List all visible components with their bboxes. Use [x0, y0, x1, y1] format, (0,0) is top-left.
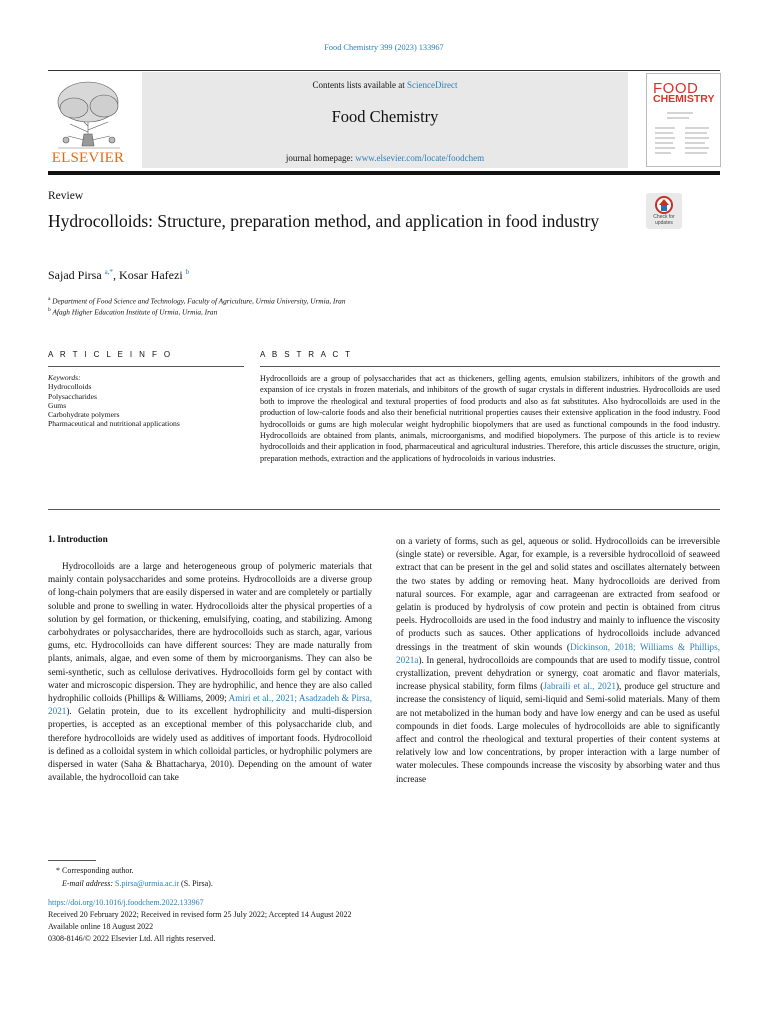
- intro-text: ), produce gel structure and increase the consistency of liquid, semi-liquid and Semi-solid materials. Many of them are not metabolized in the human body and have low energy and can be used as useful compounds in diet foods. Large molecules of hydrocolloids are able to significantly affect and control the rheological and textural properties of their content systems at relatively low and low concentrations, by proper interaction with a large number of water molecules. These compounds increase the viscosity by absorbing water and thus increase: [396, 681, 720, 784]
- email-label: E-mail address:: [62, 879, 116, 888]
- affiliation: [48, 307, 217, 316]
- homepage-line: [142, 153, 628, 163]
- intro-left-column: [48, 560, 372, 784]
- section-heading-introduction: 1. Introduction: [48, 535, 108, 545]
- author-name[interactable]: Sajad Pirsa: [48, 268, 102, 282]
- affiliation: [48, 296, 345, 305]
- keyword: Hydrocolloids: [48, 382, 92, 392]
- masthead-bottom-rule: [48, 171, 720, 175]
- article-type: Review: [48, 190, 84, 202]
- homepage-link[interactable]: www.elsevier.com/locate/foodchem: [355, 153, 485, 163]
- affiliation-mark: b: [48, 307, 51, 313]
- online-date: Available online 18 August 2022: [48, 922, 154, 931]
- citation-link[interactable]: Jabraili et al., 2021: [543, 681, 616, 692]
- doi-line: [48, 898, 204, 907]
- abstract-text: Hydrocolloids are a group of polysaccharides that act as thickeners, gelling agents, emulsion stabilizers, inhibitors of the growth and expansion of ice crystals in frozen materials, and inhibitors of the growth of sugar crystals in different industries. Hydrocolloids are used both to improve the rheological and textural properties of food products and also as fat substitutes. Also hydrocolloids are used in the production of low-calorie foods and also their beneficial nutritional properties causes their extensive application in the food industry. Food hydrocolloids or gums are high molecular weight hydrophilic biopolymers that are used as functional compounds in the food industry. Hydrocolloids are obtained from plants, animals, microorganisms, and modified biopolymers. The purpose of this article is to review hydrocolloids and their application in food, pharmaceutical and agricultural industries. Therefore, this article discusses the structure, origin, preparation methods, extraction and the applications of hydrocoloids in various industries.: [260, 374, 720, 463]
- cover-title-line2: CHEMISTRY: [653, 93, 715, 105]
- intro-right-column: [396, 535, 720, 786]
- sciencedirect-link[interactable]: ScienceDirect: [407, 80, 458, 90]
- affiliation-mark: a: [48, 296, 51, 302]
- article-info-heading: A R T I C L E I N F O: [48, 350, 173, 359]
- footnote-rule: [48, 860, 96, 861]
- crossmark-label[interactable]: Check for updates: [653, 214, 675, 226]
- corresponding-author-note: * Corresponding author.: [56, 866, 134, 875]
- keyword: Carbohydrate polymers: [48, 410, 120, 420]
- received-dates: Received 20 February 2022; Received in revised form 25 July 2022; Accepted 14 August 2022: [48, 910, 352, 919]
- cover-title: [653, 80, 715, 105]
- author-list: [48, 268, 189, 283]
- email-note: [62, 879, 213, 888]
- keyword: Gums: [48, 400, 67, 410]
- email-link[interactable]: S.pirsa@urmia.ac.ir: [115, 879, 180, 888]
- keyword: Polysaccharides: [48, 391, 97, 401]
- elsevier-wordmark[interactable]: ELSEVIER: [51, 150, 125, 166]
- journal-cover[interactable]: [646, 73, 721, 167]
- homepage-prefix: journal homepage:: [285, 153, 356, 163]
- citation-link[interactable]: Amiri et al., 2021; Asadzadeh & Pirsa, 2021: [48, 693, 373, 717]
- author-marks[interactable]: a,*: [104, 268, 114, 276]
- email-suffix: (S. Pirsa).: [179, 879, 213, 888]
- doi-link[interactable]: https://doi.org/10.1016/j.foodchem.2022.133967: [48, 898, 204, 907]
- article-info-rule: [48, 366, 244, 367]
- intro-text: Hydrocolloids are a large and heterogeneous group of polymeric materials that mainly contain polysaccharides and some proteins. Hydrocolloids are a diverse group of long-chain polymers that are easily dispersed in water and are completely or partially soluble and prone to swelling in water. Hydrocolloids alter the physical properties of a solution by gel formation, or thickening, emulsifying, coating, and stabilizing. Among carbohydrates or polysaccharides, there are hydrocolloids such as starch, agar, various gums, etc. Hydrocolloids can have different sources: They are made naturally from plants, animals, algae, and even some of them by microorganisms. They can also be semi-synthetic, such as cellulose derivatives. Hydrocolloids form gel by contact with water and microscopic dispersion. They are hydrophilic, and hence they are also called hydrophilic colloids (Phillips & Williams, 2009;: [48, 561, 372, 704]
- affiliation-text: Department of Food Science and Technology, Faculty of Agriculture, Urmia University, Urmia, Iran: [52, 296, 346, 306]
- masthead-top-rule: [48, 70, 720, 71]
- intro-text: on a variety of forms, such as gel, aqueous or solid. Hydrocolloids can be irreversible (single state) or reversible. Agar, for example, is a reversible hydrocolloid of seaweed extract that can be present in the gel and solid states and oscillates alternately between the two states by adding or removing heat. Many hydrocolloids are derived from natural sources. For example, agar and carrageenan are extracted from seafood or gelatin is produced by hydrolysis of cow protein and pectin is obtained from citrus peels. Hydrocolloids are used in the food industry and mainly to influence the viscosity of products such as sauces. Other applications of hydrocolloids include advanced dressings in the treatment of skin wounds (: [396, 536, 720, 652]
- running-head-link[interactable]: Food Chemistry 399 (2023) 133967: [324, 43, 444, 52]
- intro-text: ). In general, hydrocolloids are compounds that are used to modify tissue, control crystallization, prevent dehydration or synergy, coat aromatic and flavor materials, increase physical stability, form films (: [396, 654, 720, 692]
- abstract-bottom-rule: [48, 509, 720, 510]
- intro-text: ). Gelatin protein, due to its excellent hydrophilicity and multi-dispersion properties, is accepted as an exceptional member of this polysaccharide club, and therefore hydrocolloids are widely used as additives of important foods. Hydrocolloid is defined as a colloidal system in which colloidal particles, or hydrophilic polymers are dispersed in water (Saha & Bhattacharya, 2010). Depending on the amount of water available, the hydrocolloid can take: [48, 706, 372, 783]
- article-title: Hydrocolloids: Structure, preparation method, and application in food industry: [48, 211, 600, 231]
- keywords-label: Keywords:: [48, 373, 81, 382]
- running-head[interactable]: [0, 43, 768, 52]
- journal-title[interactable]: Food Chemistry: [331, 107, 439, 126]
- copyright-line: 0308-8146/© 2022 Elsevier Ltd. All rights reserved.: [48, 934, 216, 943]
- author-separator: ,: [113, 268, 120, 282]
- cover-title-line1: FOOD: [653, 80, 699, 97]
- citation-link[interactable]: Dickinson, 2018; Williams & Phillips, 2021a: [396, 641, 720, 665]
- keyword: Pharmaceutical and nutritional applications: [48, 419, 180, 429]
- contents-line: [142, 80, 628, 90]
- author-marks[interactable]: b: [185, 268, 190, 276]
- affiliation-text: Afagh Higher Education Institute of Urmia, Urmia, Iran: [52, 307, 218, 317]
- author-name[interactable]: Kosar Hafezi: [119, 268, 183, 282]
- abstract-heading: A B S T R A C T: [260, 350, 353, 359]
- cover-text-lines: [653, 110, 713, 160]
- contents-prefix: Contents lists available at: [312, 80, 407, 90]
- keywords-block: [48, 373, 248, 429]
- abstract-rule: [260, 366, 720, 367]
